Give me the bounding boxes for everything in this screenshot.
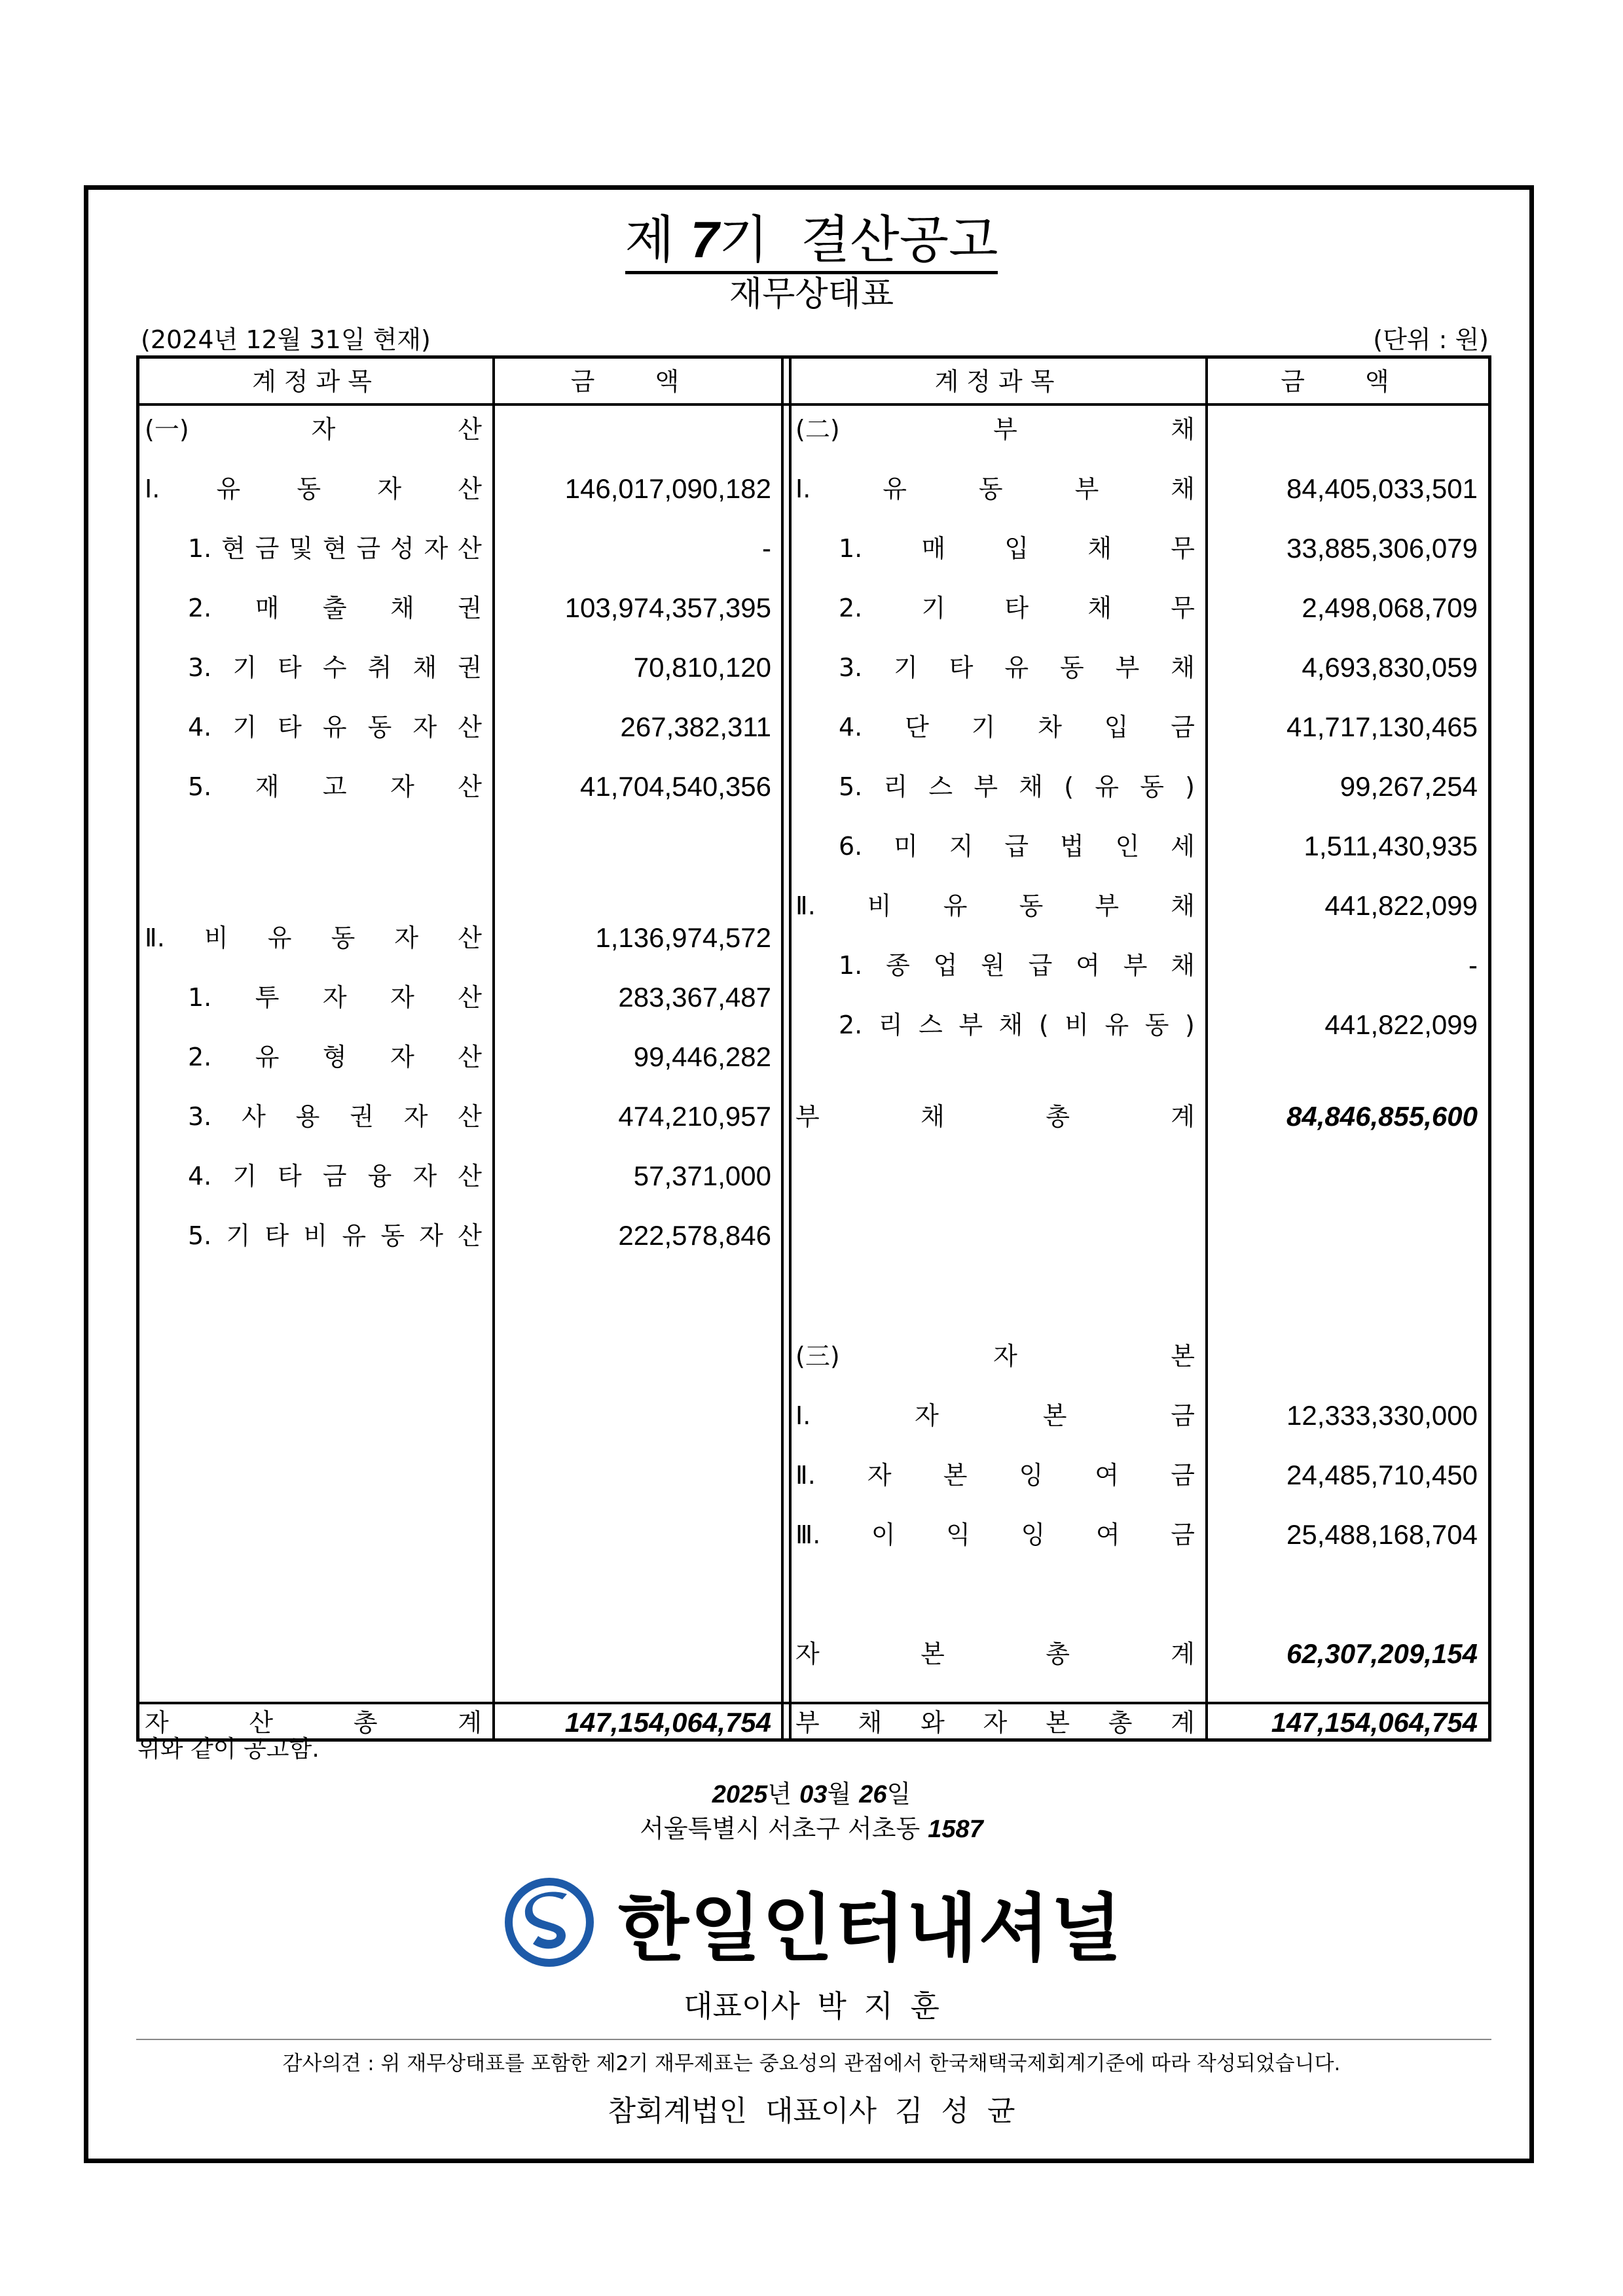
- label-char: 기: [226, 1221, 251, 1250]
- account-label: [188, 529, 482, 568]
- label-char: 부: [1115, 653, 1140, 682]
- account-label: [188, 588, 482, 628]
- account-label: [839, 1005, 1195, 1045]
- label-char: 자: [322, 983, 347, 1012]
- amount-cell: 99,446,282: [633, 1041, 771, 1072]
- header-left-account: 계정과목: [252, 367, 380, 396]
- label-char: 동: [367, 713, 392, 742]
- label-char: 1.: [839, 534, 863, 563]
- label-char: ): [1185, 1011, 1195, 1039]
- amount-cell: 84,846,855,600: [1286, 1101, 1478, 1132]
- label-char: 사: [242, 1102, 266, 1131]
- label-char: 투: [255, 983, 280, 1012]
- label-char: (: [1038, 1011, 1049, 1039]
- label-char: 4.: [188, 1162, 212, 1191]
- label-char: 1.: [188, 983, 212, 1012]
- label-char: 1.: [188, 534, 212, 563]
- audit-opinion: 감사의견 : 위 재무상태표를 포함한 제2기 재무제표는 중요성의 관점에서 한국채택국제회계기준에 따라 작성되었습니다.: [282, 2052, 1341, 2075]
- label-char: Ⅱ.: [795, 891, 816, 920]
- label-char: 동: [1140, 772, 1164, 801]
- amount-cell: 267,382,311: [620, 711, 771, 742]
- label-char: 채: [921, 1102, 945, 1131]
- amount-cell: 57,371,000: [633, 1160, 771, 1191]
- label-char: 급: [1004, 832, 1029, 861]
- amount-cell: 441,822,099: [1324, 890, 1478, 921]
- label-char: 동: [380, 1221, 405, 1250]
- company-logo-text: 한일인터내셔널: [617, 1886, 1123, 1971]
- label-char: 3.: [188, 653, 212, 682]
- label-char: 2.: [839, 1011, 863, 1039]
- account-label: [839, 708, 1195, 747]
- amount-cell: 283,367,487: [618, 982, 771, 1013]
- label-char: 금: [1171, 713, 1195, 742]
- label-char: 비: [1065, 1011, 1089, 1039]
- label-char: 자: [377, 475, 402, 503]
- label-char: 권: [350, 1102, 374, 1131]
- label-char: 산: [458, 415, 482, 444]
- label-char: 채: [1171, 891, 1195, 920]
- label-char: 이: [871, 1520, 896, 1549]
- label-char: 자: [867, 1461, 892, 1490]
- label-char: 2.: [839, 594, 863, 622]
- label-char: 수: [322, 653, 347, 682]
- balance-sheet-table: [136, 355, 1491, 1742]
- label-char: 금: [1171, 1401, 1195, 1430]
- label-char: 채: [1171, 951, 1195, 980]
- total-liab-equity-amount: 147,154,064,754: [1271, 1707, 1478, 1738]
- col-divider: [789, 359, 792, 1738]
- label-char: 스: [928, 772, 953, 801]
- label-char: 타: [949, 653, 974, 682]
- s-emblem-icon: [500, 1873, 598, 1971]
- label-char: 자: [915, 1401, 939, 1430]
- amount-cell: 1,136,974,572: [595, 922, 771, 953]
- label-char: 부: [993, 415, 1017, 444]
- label-char: 자: [419, 1221, 443, 1250]
- label-char: 여: [1095, 1461, 1120, 1490]
- label-char: 유: [267, 924, 292, 952]
- label-char: 부: [958, 1011, 983, 1039]
- label-char: 및: [289, 534, 313, 563]
- label-char: 채: [1087, 594, 1112, 622]
- label-char: 잉: [1021, 1520, 1046, 1549]
- label-char: 자: [412, 713, 437, 742]
- label-char: 기: [232, 1162, 257, 1191]
- label-char: 동: [297, 475, 321, 503]
- label-char: Ⅰ.: [795, 1401, 811, 1430]
- notice-title: 제 7기 결산공고: [0, 210, 1623, 274]
- label-char: 자: [424, 534, 448, 563]
- label-char: 금: [1171, 1461, 1195, 1490]
- label-char: 총: [353, 1708, 378, 1737]
- label-char: (三): [795, 1342, 840, 1371]
- amount-cell: 24,485,710,450: [1286, 1460, 1478, 1490]
- label-char: 계: [458, 1708, 482, 1737]
- label-char: 4.: [188, 713, 212, 742]
- label-char: 출: [322, 594, 347, 622]
- label-char: 잉: [1019, 1461, 1044, 1490]
- label-char: Ⅱ.: [145, 924, 165, 952]
- label-char: 4.: [839, 713, 863, 742]
- account-label: [188, 648, 482, 687]
- amount-cell: 33,885,306,079: [1286, 533, 1478, 564]
- label-char: 현: [221, 534, 246, 563]
- label-char: 부: [1123, 951, 1148, 980]
- account-label: [188, 978, 482, 1017]
- label-char: 5.: [188, 772, 212, 801]
- amount-cell: 1,511,430,935: [1304, 831, 1478, 861]
- label-char: 타: [264, 1221, 289, 1250]
- label-char: 유: [342, 1221, 367, 1250]
- label-char: 계: [1171, 1708, 1195, 1737]
- divider: [136, 2039, 1491, 2040]
- account-label: [145, 469, 482, 509]
- label-char: 와: [921, 1708, 945, 1737]
- account-label: [188, 1097, 482, 1136]
- account-label: [839, 648, 1195, 687]
- label-char: 원: [981, 951, 1005, 980]
- label-char: 타: [278, 1162, 302, 1191]
- label-char: 무: [1171, 534, 1195, 563]
- label-char: 자: [145, 1708, 169, 1737]
- account-label: [188, 767, 482, 806]
- notice-text: 위와 같이 공고함.: [137, 1736, 319, 1763]
- label-char: 자: [390, 772, 414, 801]
- label-char: 유: [1104, 1011, 1129, 1039]
- representative: 대표이사 박 지 훈: [684, 1988, 939, 2024]
- label-char: 본: [1046, 1708, 1070, 1737]
- label-char: Ⅰ.: [795, 475, 811, 503]
- label-char: 산: [458, 1162, 482, 1191]
- account-label: [795, 1097, 1195, 1136]
- amount-cell: 103,974,357,395: [564, 592, 771, 623]
- account-label: [839, 588, 1195, 628]
- label-char: 스: [919, 1011, 943, 1039]
- label-char: 자: [983, 1708, 1008, 1737]
- company-address: 서울특별시 서초구 서초동 1587: [640, 1814, 983, 1843]
- amount-cell: -: [1468, 950, 1478, 980]
- account-label: [795, 1336, 1195, 1376]
- label-char: 부: [1074, 475, 1099, 503]
- label-char: 입: [1104, 713, 1129, 742]
- label-char: 자: [311, 415, 336, 444]
- label-char: (: [1064, 772, 1074, 801]
- header-right-amount: 금 액: [1281, 367, 1415, 396]
- label-char: 비: [204, 924, 228, 952]
- label-char: 타: [278, 713, 302, 742]
- label-char: 권: [458, 653, 482, 682]
- label-char: 동: [978, 475, 1003, 503]
- label-char: 재: [255, 772, 280, 801]
- label-char: 채: [1171, 415, 1195, 444]
- label-char: 기: [232, 653, 257, 682]
- label-char: 채: [998, 1011, 1023, 1039]
- label-char: 산: [458, 534, 482, 563]
- label-char: 기: [894, 653, 918, 682]
- label-char: 권: [458, 594, 482, 622]
- notice-date: 2025년 03월 26일: [712, 1780, 911, 1808]
- col-divider: [781, 359, 784, 1738]
- account-label: [188, 708, 482, 747]
- label-char: 용: [295, 1102, 320, 1131]
- label-char: 산: [458, 475, 482, 503]
- label-char: 현: [322, 534, 347, 563]
- label-char: 채: [858, 1708, 883, 1737]
- label-char: 계: [1171, 1102, 1195, 1131]
- label-char: 금: [255, 534, 280, 563]
- label-char: 리: [878, 1011, 903, 1039]
- amount-cell: 41,704,540,356: [580, 771, 771, 802]
- label-char: 계: [1171, 1640, 1195, 1668]
- label-char: 자: [390, 1043, 414, 1071]
- account-label: [839, 529, 1195, 568]
- header-right-account: 계정과목: [934, 367, 1063, 396]
- label-char: 산: [458, 1102, 482, 1131]
- label-char: 총: [1046, 1640, 1070, 1668]
- account-label: [795, 1515, 1195, 1554]
- amount-cell: 441,822,099: [1324, 1009, 1478, 1040]
- label-char: 부: [1095, 891, 1120, 920]
- label-char: 종: [886, 951, 910, 980]
- label-char: 단: [905, 713, 929, 742]
- account-label: [795, 886, 1195, 925]
- account-label: [839, 767, 1195, 806]
- label-char: 산: [458, 983, 482, 1012]
- label-char: 동: [1059, 653, 1084, 682]
- label-char: 타: [1004, 594, 1029, 622]
- as-of-date: (2024년 12월 31일 현재): [141, 325, 431, 354]
- label-char: 업: [933, 951, 958, 980]
- label-char: 자: [993, 1342, 1017, 1371]
- label-char: 채: [390, 594, 414, 622]
- label-char: 지: [949, 832, 974, 861]
- label-char: 인: [1115, 832, 1140, 861]
- label-char: 리: [883, 772, 908, 801]
- label-char: 3.: [188, 1102, 212, 1131]
- statement-title: 재무상태표: [729, 275, 894, 314]
- amount-cell: 4,693,830,059: [1302, 652, 1478, 683]
- label-char: 차: [1038, 713, 1062, 742]
- amount-cell: 70,810,120: [633, 652, 771, 683]
- label-char: 산: [458, 1043, 482, 1071]
- amount-cell: 41,717,130,465: [1286, 711, 1478, 742]
- label-char: 자: [390, 983, 414, 1012]
- label-char: 급: [1028, 951, 1053, 980]
- label-char: 동: [331, 924, 356, 952]
- unit-label: (단위 : 원): [1373, 325, 1489, 354]
- label-char: 여: [1076, 951, 1100, 980]
- account-label: [145, 410, 482, 449]
- label-char: 융: [367, 1162, 392, 1191]
- label-char: 자: [394, 924, 419, 952]
- label-char: 채: [1171, 475, 1195, 503]
- label-char: Ⅱ.: [795, 1461, 816, 1490]
- label-char: 2.: [188, 594, 212, 622]
- label-char: 성: [390, 534, 414, 563]
- label-char: 입: [1004, 534, 1029, 563]
- label-char: 유: [255, 1043, 280, 1071]
- header-left-amount: 금 액: [570, 367, 706, 396]
- label-char: 동: [1019, 891, 1044, 920]
- label-char: 세: [1171, 832, 1195, 861]
- label-char: 여: [1095, 1520, 1120, 1549]
- label-char: 채: [1171, 653, 1195, 682]
- label-char: 기: [921, 594, 946, 622]
- label-char: 취: [367, 653, 392, 682]
- label-char: 산: [458, 772, 482, 801]
- amount-cell: 2,498,068,709: [1302, 592, 1478, 623]
- account-label: [795, 1456, 1195, 1495]
- label-char: 익: [946, 1520, 970, 1549]
- label-char: 산: [458, 924, 482, 952]
- label-char: (二): [795, 415, 840, 444]
- label-char: 금: [356, 534, 381, 563]
- label-char: Ⅰ.: [145, 475, 160, 503]
- label-char: 금: [322, 1162, 347, 1191]
- account-label: [795, 1396, 1195, 1435]
- label-char: 유: [322, 713, 347, 742]
- label-char: 법: [1059, 832, 1084, 861]
- label-char: 기: [232, 713, 257, 742]
- label-char: (一): [145, 415, 189, 444]
- label-char: 산: [458, 1221, 482, 1250]
- label-char: ): [1185, 772, 1195, 801]
- account-label: [145, 918, 482, 958]
- label-char: 총: [1108, 1708, 1133, 1737]
- amount-cell: 474,210,957: [618, 1101, 771, 1132]
- label-char: 매: [921, 534, 946, 563]
- label-char: 자: [403, 1102, 428, 1131]
- label-char: 유: [943, 891, 968, 920]
- label-char: 1.: [839, 951, 863, 980]
- label-char: 매: [255, 594, 280, 622]
- label-char: 기: [971, 713, 996, 742]
- auditor: 참회계법인 대표이사 김 성 균: [608, 2094, 1015, 2128]
- amount-cell: 25,488,168,704: [1286, 1519, 1478, 1550]
- total-assets-amount: 147,154,064,754: [564, 1707, 771, 1738]
- account-label: [188, 1216, 482, 1255]
- label-char: 무: [1171, 594, 1195, 622]
- account-label: [839, 946, 1195, 985]
- label-char: 총: [1046, 1102, 1070, 1131]
- label-char: 부: [795, 1102, 820, 1131]
- account-label: [839, 827, 1195, 866]
- label-char: 5.: [839, 772, 863, 801]
- label-char: 채: [1087, 534, 1112, 563]
- amount-cell: 222,578,846: [618, 1220, 771, 1251]
- label-char: 본: [943, 1461, 968, 1490]
- account-label: [188, 1157, 482, 1196]
- label-char: 비: [303, 1221, 328, 1250]
- account-label: [795, 410, 1195, 449]
- label-char: 고: [322, 772, 347, 801]
- label-char: 부: [795, 1708, 820, 1737]
- amount-cell: -: [762, 533, 771, 564]
- account-label: [795, 1634, 1195, 1674]
- label-char: 유: [1004, 653, 1029, 682]
- label-char: 금: [1171, 1520, 1195, 1549]
- label-char: 동: [1144, 1011, 1169, 1039]
- amount-cell: 62,307,209,154: [1286, 1638, 1478, 1669]
- label-char: 2.: [188, 1043, 212, 1071]
- label-char: 3.: [839, 653, 863, 682]
- label-char: Ⅲ.: [795, 1520, 821, 1549]
- amount-cell: 99,267,254: [1340, 771, 1478, 802]
- label-char: 유: [1095, 772, 1119, 801]
- label-char: 본: [1171, 1342, 1195, 1371]
- label-char: 5.: [188, 1221, 212, 1250]
- label-char: 6.: [839, 832, 863, 861]
- label-char: 비: [867, 891, 892, 920]
- account-label: [188, 1037, 482, 1077]
- label-char: 부: [974, 772, 998, 801]
- label-char: 미: [894, 832, 918, 861]
- label-char: 유: [883, 475, 907, 503]
- total-liab-equity-label: [795, 1704, 1195, 1741]
- label-char: 채: [412, 653, 437, 682]
- label-char: 본: [1042, 1401, 1067, 1430]
- company-logo: [0, 1873, 1623, 1971]
- label-char: 유: [216, 475, 241, 503]
- label-char: 산: [458, 713, 482, 742]
- amount-cell: 84,405,033,501: [1286, 473, 1478, 504]
- label-char: 자: [795, 1640, 820, 1668]
- label-char: 채: [1019, 772, 1044, 801]
- amount-cell: 146,017,090,182: [564, 473, 771, 504]
- label-char: 타: [278, 653, 302, 682]
- label-char: 자: [412, 1162, 437, 1191]
- label-char: 본: [921, 1640, 945, 1668]
- label-char: 산: [249, 1708, 274, 1737]
- account-label: [795, 469, 1195, 509]
- label-char: 형: [322, 1043, 347, 1071]
- amount-cell: 12,333,330,000: [1286, 1400, 1478, 1431]
